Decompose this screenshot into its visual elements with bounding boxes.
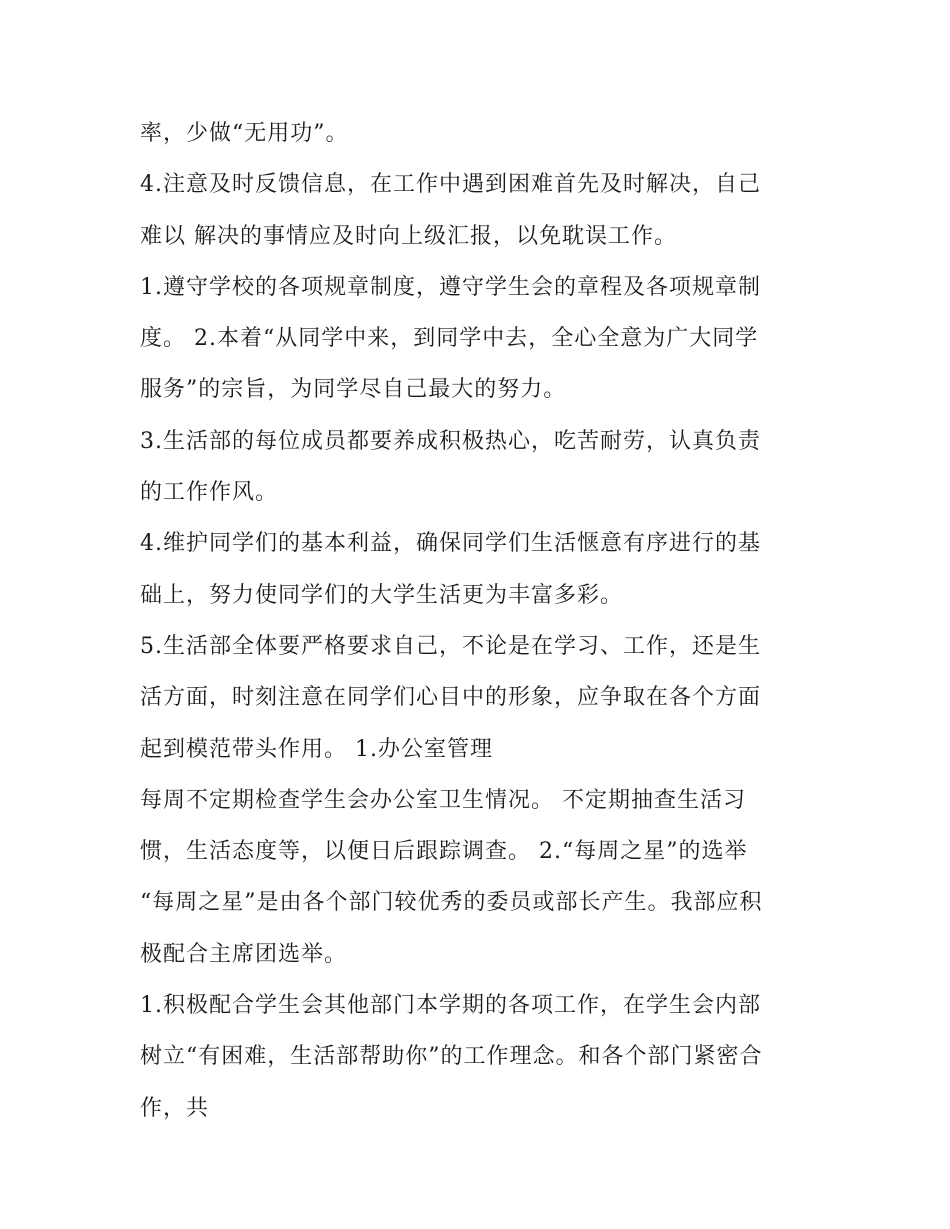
text-line: 服务”的宗旨，为同学尽自己最大的努力。 bbox=[140, 377, 567, 403]
text-line: 的工作作风。 bbox=[140, 480, 279, 506]
text-line: 5.生活部全体要严格要求自己，不论是在学习、工作，还是生 bbox=[140, 633, 761, 659]
text-line: 作，共 bbox=[140, 1095, 210, 1121]
text-line: 3.生活部的每位成员都要养成积极热心，吃苦耐劳，认真负责 bbox=[140, 428, 761, 454]
text-line: 度。 2.本着“从同学中来，到同学中去，全心全意为广大同学 bbox=[140, 326, 759, 352]
text-line: 率，少做“无用功”。 bbox=[140, 121, 349, 146]
text-line: 4.维护同学们的基本利益，确保同学们生活惬意有序进行的基 bbox=[140, 531, 761, 557]
text-line: 惯，生活态度等，以便日后跟踪调查。 2.“每周之星”的选举 bbox=[140, 839, 748, 865]
text-line: “每周之星”是由各个部门较优秀的委员或部长产生。我部应积 bbox=[140, 890, 763, 916]
text-line: 1.积极配合学生会其他部门本学期的各项工作，在学生会内部 bbox=[140, 993, 761, 1019]
text-line: 极配合主席团选举。 bbox=[140, 941, 348, 967]
text-line: 1.遵守学校的各项规章制度，遵守学生会的章程及各项规章制 bbox=[140, 274, 761, 300]
text-line: 难以 解决的事情应及时向上级汇报，以免耽误工作。 bbox=[140, 223, 677, 249]
text-line: 4.注意及时反馈信息，在工作中遇到困难首先及时解决，自己 bbox=[140, 172, 761, 198]
text-line: 树立“有困难，生活部帮助你”的工作理念。和各个部门紧密合 bbox=[140, 1044, 763, 1070]
text-line: 每周不定期检查学生会办公室卫生情况。 不定期抽查生活习 bbox=[140, 787, 746, 813]
text-line: 活方面，时刻注意在同学们心目中的形象，应争取在各个方面 bbox=[140, 685, 762, 711]
text-line: 础上，努力使同学们的大学生活更为丰富多彩。 bbox=[140, 582, 624, 608]
text-line: 起到模范带头作用。 1.办公室管理 bbox=[140, 736, 493, 762]
document-body bbox=[140, 108, 820, 1134]
